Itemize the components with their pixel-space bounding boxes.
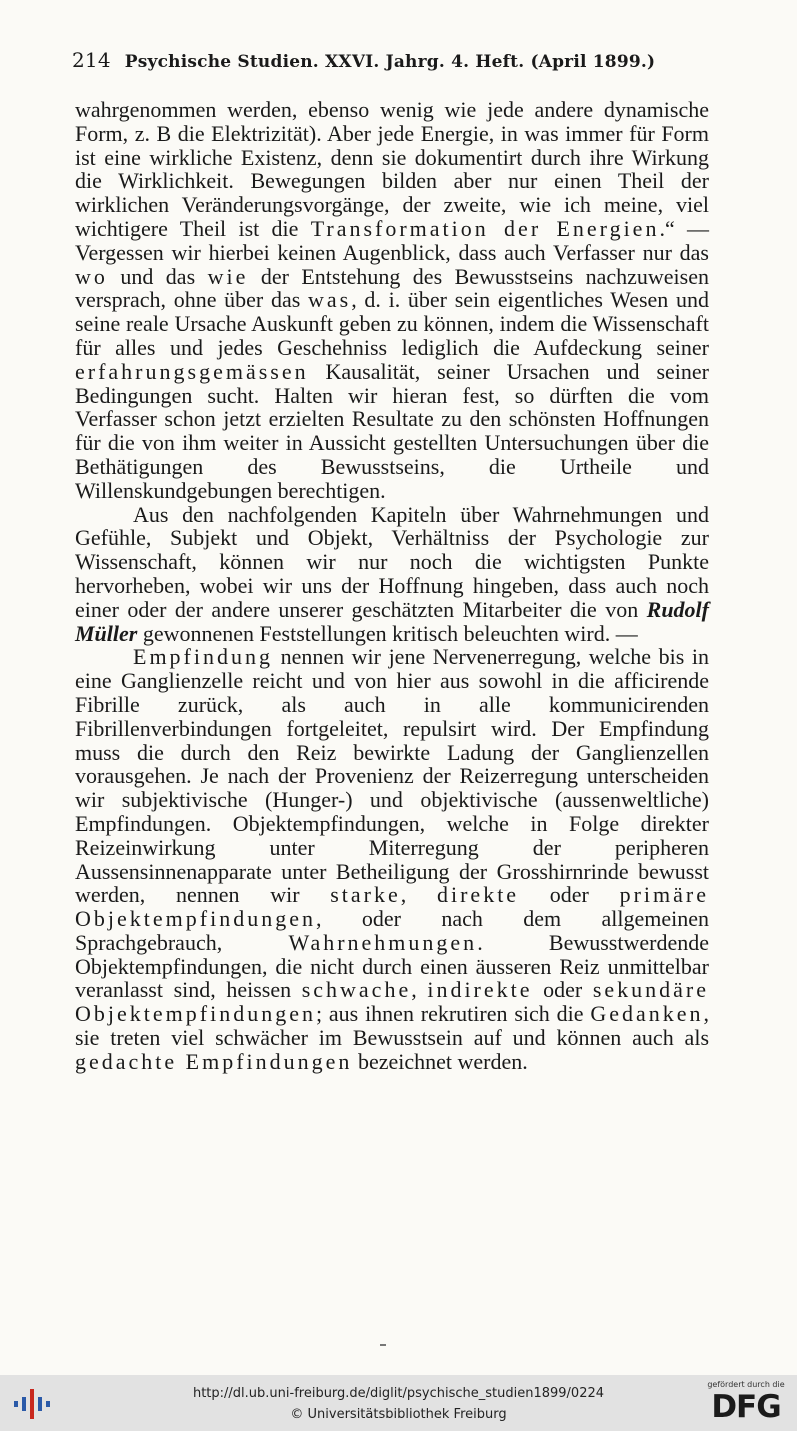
spaced-emphasis: Wahrnehmungen — [288, 929, 478, 955]
spaced-emphasis: direkte — [436, 882, 520, 908]
spaced-emphasis: starke — [330, 882, 401, 908]
spaced-emphasis: Empfindung — [133, 644, 273, 670]
dfg-logo — [700, 1380, 792, 1428]
paragraph — [75, 98, 709, 503]
spaced-emphasis: primäre Objektempfindungen — [75, 882, 709, 932]
text-run: , oder nach dem allgemeinen Sprachgebrauch, — [75, 906, 709, 955]
text-run: Kausalität, seiner Ursachen und seiner Bedingungen sucht. Halten wir hieran fest, so dürften die vom Verfasser schon jetzt erzielten Resultate zu den schönsten Hoffnungen für die von ihm weiter in Aussicht gestellten Untersuchungen über die Bethätigungen des Bewusstseins, die Urtheile und Willenskundgebungen berechtigen. — [75, 358, 709, 503]
running-header — [72, 48, 672, 78]
dfg-logo-text: DFG — [711, 1389, 781, 1425]
body-text — [75, 98, 709, 1074]
text-run: . Bewusstwerdende Objektempfindungen, die nicht durch einen äusseren Reiz unmittelbar veranlasst sind, heissen — [75, 929, 709, 1003]
spaced-emphasis: schwache — [301, 977, 412, 1003]
paragraph — [75, 503, 709, 646]
spaced-emphasis: wo — [75, 263, 108, 289]
text-run: wahrgenommen werden, ebenso wenig wie jede andere dynamische Form, z. B die Elektrizität). Aber jede Energie, in was immer für Form ist eine wirkliche Existenz, denn sie dokumentirt durch ihre Wirkung die Wirklichkeit. Bewegungen bilden aber nur einen Theil der wirklichen Veränderungsvorgänge, der zweite, wie ich meine, viel wichtigere Theil ist die — [75, 97, 709, 241]
text-run: nennen wir jene Nervenerregung, welche bis in eine Ganglienzelle reicht und von hier aus sowohl in die afficirende Fibrille zurück, als auch in alle kommunicirenden Fibrillenverbindungen fortgeleitet, repulsirt wird. Der Empfindung muss die durch den Reiz bewirkte Ladung der Ganglienzellen vorausgehen. Je nach der Provenienz der Reizerregung unterscheiden wir subjektivische (Hunger-) und objektivische (aussenweltliche) Empfindungen. Objektempfindungen, welche in Folge direkter Reizeinwirkung unter Miterregung der peripheren Aussensinnenapparate unter Betheiligung der Grosshirnrinde bewusst werden, nennen wir — [75, 644, 709, 908]
text-run: und das — [107, 263, 208, 289]
text-run: , — [400, 882, 437, 908]
text-run: der Entstehung des Bewusstseins nachzuweisen versprach, ohne über das — [75, 263, 709, 313]
text-run: oder — [519, 882, 620, 908]
text-run: Aus den nachfolgenden Kapiteln über Wahrnehmungen und Gefühle, Subjekt und Objekt, Verhältniss der Psychologie zur Wissenschaft, können wir nur noch die wichtigsten Punkte hervorheben, wobei wir uns der Hoffnung hingeben, dass auch noch einer oder der andere unserer geschätzten Mitarbeiter die von — [75, 501, 709, 622]
text-run: , — [411, 977, 428, 1003]
scan-speck — [380, 1344, 386, 1346]
paragraph — [75, 645, 709, 1073]
running-title: Psychische Studien. XXVI. Jahrg. 4. Heft. (April 1899.) — [124, 52, 656, 72]
spaced-emphasis: Transformation der Energien — [310, 215, 660, 241]
text-run: .“ — Vergessen wir hierbei keinen Augenblick, dass auch Verfasser nur das — [75, 215, 710, 265]
text-run: ; aus ihnen rekrutiren sich die — [315, 1001, 591, 1027]
page-number: 214 — [72, 48, 111, 72]
text-run: , d. i. über sein eigentliches Wesen und seine reale Ursache Auskunft geben zu können, indem die Wissenschaft für alles und jedes Geschehniss lediglich die Aufdeckung seiner — [75, 287, 709, 360]
italic-name: Rudolf Müller — [75, 596, 709, 646]
spaced-emphasis: erfahrungsgemässen — [75, 358, 309, 384]
spaced-emphasis: indirekte — [427, 977, 533, 1003]
text-run: gewonnenen Feststellungen kritisch beleuchten wird. — — [137, 620, 638, 646]
copyright-text: © Universitätsbibliothek Freiburg — [290, 1407, 507, 1422]
sponsor-caption: gefördert durch die — [707, 1380, 785, 1389]
spaced-emphasis: was — [307, 287, 352, 313]
spaced-emphasis: Gedanken — [590, 1001, 704, 1027]
spaced-emphasis: sekundäre Objektempfindungen — [75, 977, 710, 1027]
text-run: oder — [532, 977, 593, 1003]
text-run: bezeichnet werden. — [352, 1048, 528, 1074]
text-run: , sie treten viel schwächer im Bewusstsein auf und können auch als — [75, 1001, 709, 1051]
spaced-emphasis: gedachte Empfindungen — [75, 1048, 353, 1074]
source-url-link[interactable]: http://dl.ub.uni-freiburg.de/diglit/psychische_studien1899/0224 — [192, 1386, 605, 1401]
footer-bar — [0, 1375, 797, 1431]
spaced-emphasis: wie — [207, 263, 249, 289]
